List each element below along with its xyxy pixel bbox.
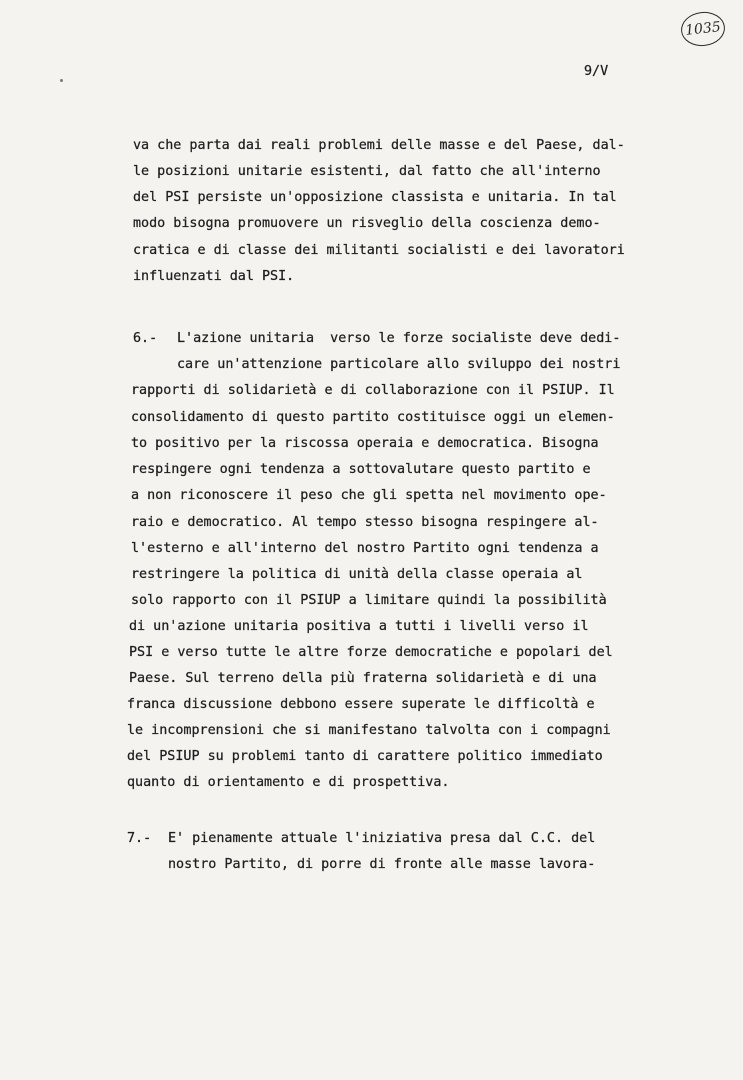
text-line: rapporti di solidarietà e di collaborazione con il PSIUP. Il: [131, 383, 615, 398]
text-line: le posizioni unitarie esistenti, dal fatto che all'interno: [133, 164, 601, 179]
text-line: raio e democratico. Al tempo stesso bisogna respingere al-: [131, 515, 599, 530]
text-line: di un'azione unitaria positiva a tutti i livelli verso il: [129, 619, 589, 634]
text-line: quanto di orientamento e di prospettiva.: [127, 775, 450, 790]
text-line: Paese. Sul terreno della più fraterna solidarietà e di una: [129, 671, 597, 686]
section-number: 6.-: [133, 331, 158, 346]
text-line: influenzati dal PSI.: [133, 269, 295, 284]
text-line: a non riconoscere il peso che gli spetta nel movimento ope-: [131, 488, 607, 503]
text-line: cratica e di classe dei militanti socialisti e dei lavoratori: [133, 243, 625, 258]
text-line: care un'attenzione particolare allo sviluppo dei nostri: [177, 357, 621, 372]
paper-speck: [60, 79, 63, 82]
text-line: PSI e verso tutte le altre forze democratiche e popolari del: [129, 645, 613, 660]
text-line: modo bisogna promuovere un risveglio della coscienza demo-: [133, 216, 601, 231]
text-line: E' pienamente attuale l'iniziativa presa dal C.C. del: [168, 831, 596, 846]
text-line: solo rapporto con il PSIUP a limitare quindi la possibilità: [131, 593, 607, 608]
text-line: l'esterno e all'interno del nostro Partito ogni tendenza a: [131, 541, 599, 556]
text-line: del PSI persiste un'opposizione classista e unitaria. In tal: [133, 190, 617, 205]
text-line: restringere la politica di unità della classe operaia al: [131, 567, 583, 582]
text-line: va che parta dai reali problemi delle masse e del Paese, dal-: [133, 138, 625, 153]
page-number: 9/V: [584, 64, 609, 79]
section-number: 7.-: [127, 831, 152, 846]
text-line: franca discussione debbono essere superate le difficoltà e: [127, 697, 595, 712]
archive-stamp-number: 1035: [684, 19, 722, 39]
text-line: del PSIUP su problemi tanto di carattere politico immediato: [127, 749, 603, 764]
text-line: respingere ogni tendenza a sottovalutare questo partito e: [131, 462, 591, 477]
text-line: le incomprensioni che si manifestano talvolta con i compagni: [127, 723, 611, 738]
archive-stamp: [679, 10, 726, 48]
text-line: L'azione unitaria verso le forze socialiste deve dedi-: [177, 331, 621, 346]
text-line: consolidamento di questo partito costituisce oggi un elemen-: [131, 410, 615, 425]
text-line: to positivo per la riscossa operaia e democratica. Bisogna: [131, 436, 599, 451]
text-line: nostro Partito, di porre di fronte alle masse lavora-: [168, 857, 596, 872]
